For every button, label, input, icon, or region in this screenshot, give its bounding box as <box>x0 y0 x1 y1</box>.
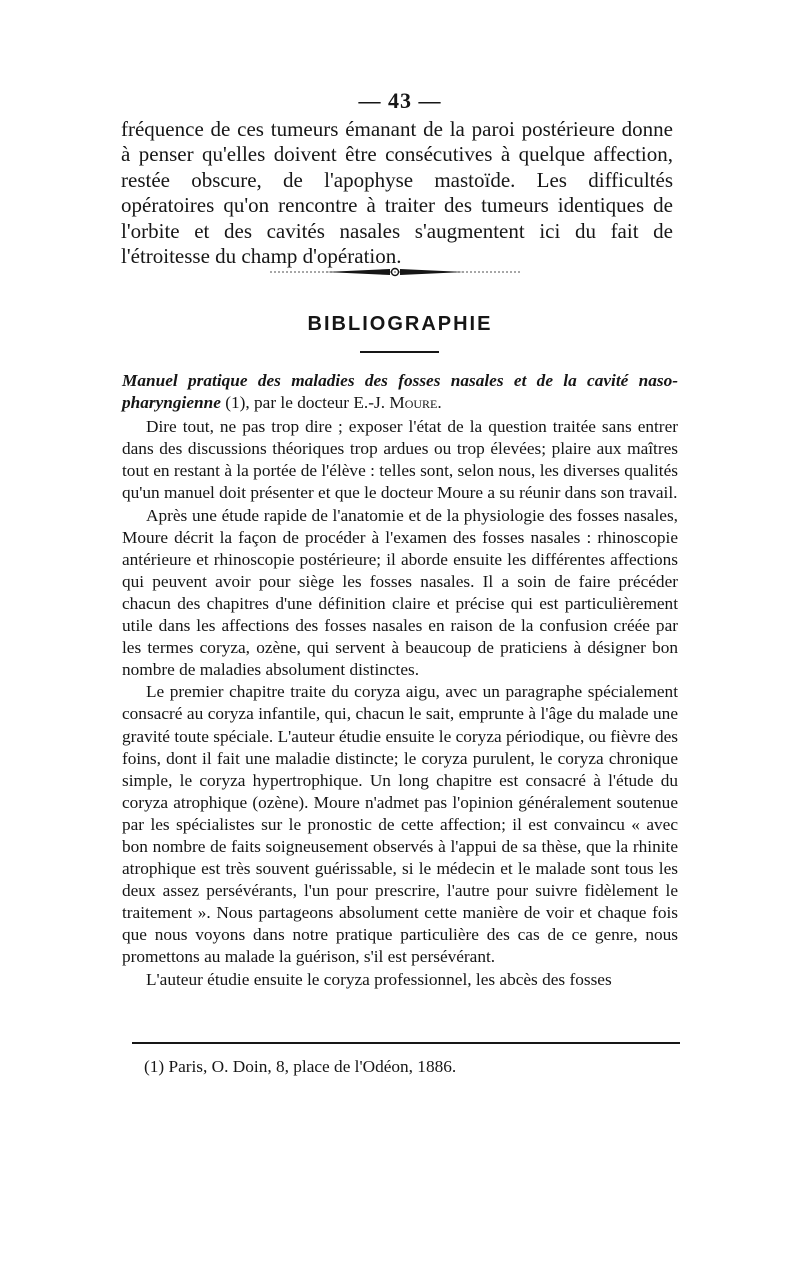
book-reference <box>122 370 678 414</box>
page-number: — 43 — <box>358 88 442 113</box>
footnote-reference: (1), par le docteur <box>220 393 354 413</box>
review-paragraph: Dire tout, ne pas trop dire ; exposer l'état de la question traitée sans entrer dans des discussions théoriques trop ardues ou trop élevées; plaire aux maîtres tout en restant à la portée de l'élève : telles sont, selon nous, les diverses qualités qu'un manuel doit présenter et que le docteur Moure a su réunir dans son travail. <box>122 417 678 503</box>
review-body <box>122 370 678 991</box>
section-heading: BIBLIOGRAPHIE <box>307 313 493 335</box>
review-paragraph: L'auteur étudie ensuite le coryza professionnel, les abcès des fosses <box>146 969 612 989</box>
review-paragraph: Après une étude rapide de l'anatomie et de la physiologie des fosses nasales, Moure décrit la façon de procéder à l'examen des fosses nasales : rhinoscopie antérieure et rhinoscopie postérieure; il aborde ensuite les différentes affections qui peuvent avoir pour siège les fosses nasales. Il a soin de faire précéder chacun des chapitres d'une définition claire et précise qui est particulièrement utile dans les affections des fosses nasales en raison de la confusion créée par les termes coryza, ozène, qui servent à beaucoup de praticiens à désigner bon nombre de maladies absolument distinctes. <box>122 505 678 680</box>
footnote: (1) Paris, O. Doin, 8, place de l'Odéon, 1886. <box>144 1057 457 1076</box>
book-author: E.-J. Moure. <box>353 393 442 413</box>
heading-rule <box>360 351 439 353</box>
book-title: Manuel pratique des maladies des fosses nasales et de la cavité naso-pharyngienne <box>122 371 678 413</box>
footnote-rule <box>132 1042 680 1044</box>
intro-paragraph: fréquence de ces tumeurs émanant de la paroi postérieure donne à penser qu'elles doivent être consécutives à quelque affection, restée obscure, de l'apophyse mastoïde. Les difficultés opératoires qu'on rencontre à traiter des tumeurs identiques de l'orbite et des cavités nasales s'augmentent ici du fait de l'étroitesse du champ d'opération. <box>121 117 673 269</box>
review-paragraph: Le premier chapitre traite du coryza aigu, avec un paragraphe spécialement consacré au coryza infantile, qui, chacun le sait, emprunte à l'âge du malade une gravité toute spéciale. L'auteur étudie ensuite le coryza périodique, ou fièvre des foins, dont il fait une maladie distincte; le coryza purulent, le coryza chronique simple, le coryza hypertrophique. Un long chapitre est consacré à l'étude du coryza atrophique (ozène). Moure n'admet pas l'opinion généralement soutenue par les spécialistes sur le pronostic de cette affection; il est convaincu « avec bon nombre de faits soigneusement observés à l'appui de sa thèse, que la rhinite atrophique est très souvent guérissable, si le médecin et le malade sont tous les deux assez persévérants, l'un pour prescrire, l'autre pour suivre fidèlement le traitement ». Nous partageons absolument cette manière de voir et chaque fois que nous voyons dans notre pratique particulière des cas de ce genre, nous promettons au malade la guérison, s'il est persévérant. <box>122 682 678 967</box>
ornament-divider-icon <box>270 266 520 278</box>
